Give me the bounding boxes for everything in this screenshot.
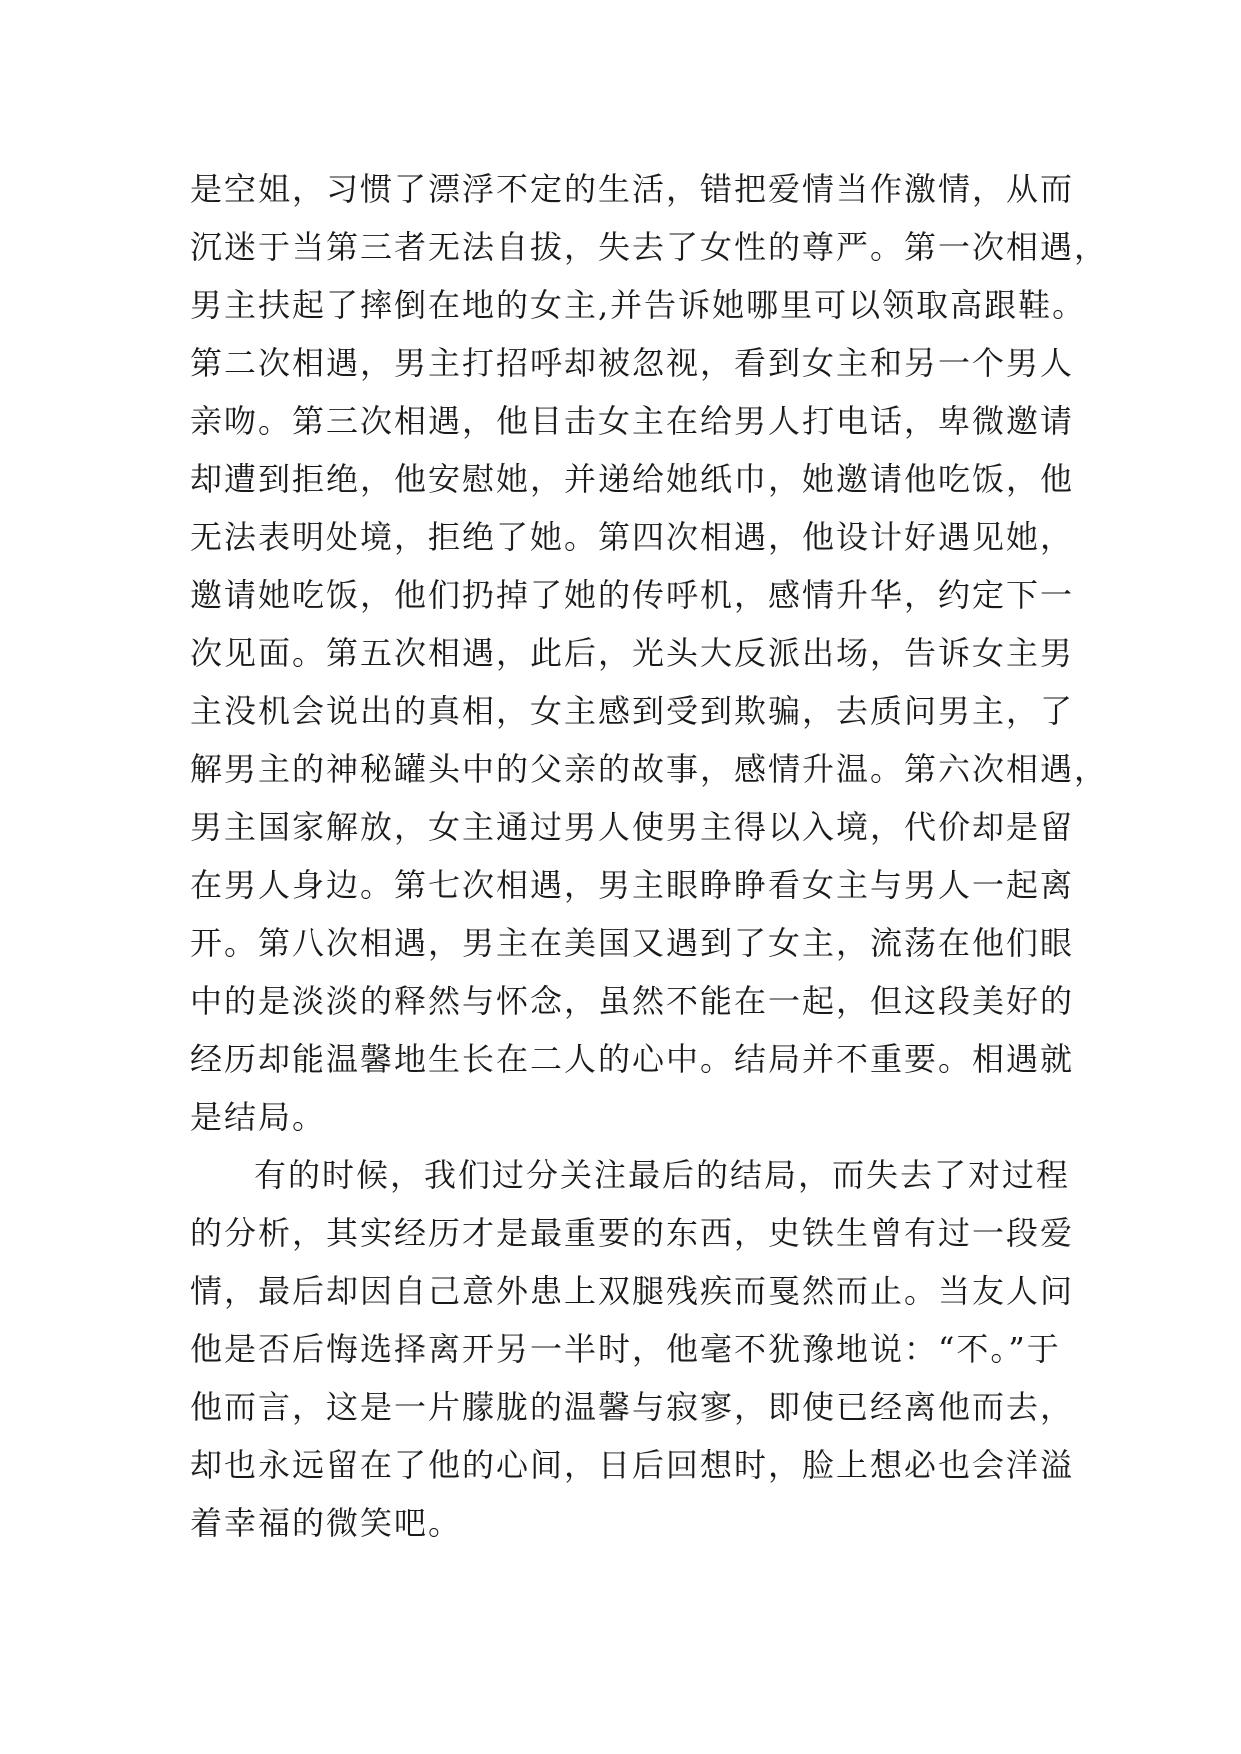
paragraph-line: 主没机会说出的真相，女主感到受到欺骗，去质问男主，了 (190, 692, 1075, 730)
paragraph-line: 男主扶起了摔倒在地的女主,并告诉她哪里可以领取高跟鞋。 (190, 286, 1087, 324)
paragraph-line: 沉迷于当第三者无法自拔，失去了女性的尊严。第一次相遇， (190, 228, 1109, 266)
paragraph-line: 的分析，其实经历才是最重要的东西，史铁生曾有过一段爱 (190, 1214, 1075, 1252)
paragraph-line: 在男人身边。第七次相遇，男主眼睁睁看女主与男人一起离 (190, 866, 1075, 904)
paragraph-1 (190, 160, 1109, 1146)
paragraph-line: 是空姐，习惯了漂浮不定的生活，错把爱情当作激情，从而 (190, 170, 1075, 208)
paragraph-line: 男主国家解放，女主通过男人使男主得以入境，代价却是留 (190, 808, 1075, 846)
paragraph-line: 亲吻。第三次相遇，他目击女主在给男人打电话，卑微邀请 (190, 402, 1075, 440)
paragraph-line: 有的时候，我们过分关注最后的结局，而失去了对过程 (254, 1156, 1071, 1194)
paragraph-line: 却也永远留在了他的心间，日后回想时，脸上想必也会洋溢 (190, 1446, 1075, 1484)
paragraph-line: 无法表明处境，拒绝了她。第四次相遇，他设计好遇见她， (190, 518, 1075, 556)
paragraph-line: 情，最后却因自己意外患上双腿残疾而戛然而止。当友人问 (190, 1272, 1075, 1310)
paragraph-line: 他而言，这是一片朦胧的温馨与寂寥，即使已经离他而去， (190, 1388, 1075, 1426)
paragraph-line: 次见面。第五次相遇，此后，光头大反派出场，告诉女主男 (190, 634, 1075, 672)
paragraph-line: 是结局。 (190, 1098, 327, 1136)
paragraph-line: 解男主的神秘罐头中的父亲的故事，感情升温。第六次相遇， (190, 750, 1109, 788)
paragraph-line: 开。第八次相遇，男主在美国又遇到了女主，流荡在他们眼 (190, 924, 1075, 962)
paragraph-line: 第二次相遇，男主打招呼却被忽视，看到女主和另一个男人 (190, 344, 1075, 382)
paragraph-line: 经历却能温馨地生长在二人的心中。结局并不重要。相遇就 (190, 1040, 1075, 1078)
paragraph-line: 邀请她吃饭，他们扔掉了她的传呼机，感情升华，约定下一 (190, 576, 1075, 614)
paragraph-line: 着幸福的微笑吧。 (190, 1504, 463, 1542)
paragraph-line: 他是否后悔选择离开另一半时，他毫不犹豫地说：“不。”于 (190, 1330, 1061, 1368)
paragraph-line: 却遭到拒绝，他安慰她，并递给她纸巾，她邀请他吃饭，他 (190, 460, 1075, 498)
paragraph-line: 中的是淡淡的释然与怀念，虽然不能在一起，但这段美好的 (190, 982, 1075, 1020)
essay-body (190, 160, 1109, 1552)
paragraph-2 (190, 1146, 1075, 1552)
